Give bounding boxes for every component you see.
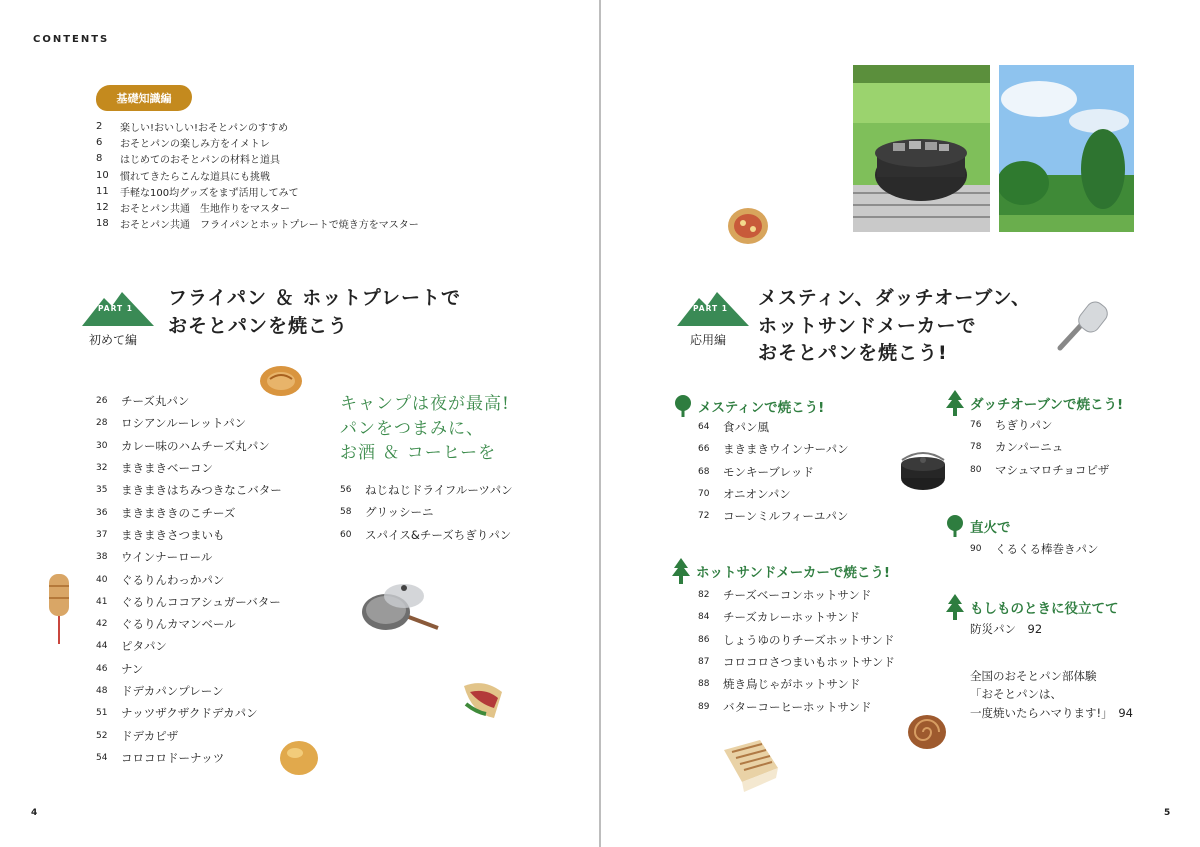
toc-entry-title: 慣れてきたらこんな道具にも挑戦: [120, 171, 270, 183]
cinnamon-roll-photo: [906, 712, 948, 752]
part-subtitle: 初めて編: [89, 333, 138, 347]
toc-page-number: 48: [96, 686, 108, 696]
toc-entry-title: ウインナーロール: [121, 550, 213, 565]
toc-page-number: 86: [698, 634, 710, 645]
toc-entry: [698, 584, 895, 606]
callout-line: お酒 ＆ コーヒーを: [340, 443, 497, 464]
mestin-heading: [674, 394, 824, 418]
toc-page-number: 56: [340, 485, 352, 496]
toc-page-number: 18: [96, 218, 109, 230]
toc-page-number: 35: [96, 485, 108, 496]
toc-entry-title: モンキーブレッド: [723, 464, 814, 479]
dutch-heading-label: ダッチオーブンで焼こう!: [970, 397, 1124, 413]
toc-entry: [340, 501, 513, 523]
toc-entry-title: ぐるりんココアシュガーバター: [121, 594, 281, 609]
toc-entry-title: ドデカピザ: [121, 728, 179, 743]
emergency-entry: 防災パン 92: [970, 622, 1043, 636]
round-tree-icon: [674, 394, 692, 418]
toc-entry: [698, 651, 895, 673]
part-title-line: フライパン ＆ ホットプレートで: [168, 287, 461, 309]
toc-entry: [970, 459, 1109, 481]
toc-page-number: 64: [698, 422, 710, 433]
toc-entry: [96, 501, 282, 523]
roll-bun-photo: [258, 364, 304, 398]
park-sky-photo: [999, 65, 1134, 232]
toc-entry: [96, 412, 282, 434]
club-line: 「おそとパンは、: [970, 687, 1062, 702]
toc-entry: [96, 479, 282, 501]
toc-entry: [96, 680, 282, 702]
toc-entry-title: まきまきウインナーパン: [723, 442, 849, 457]
toc-entry: [96, 702, 282, 724]
toc-entry-title: おそとパンの楽しみ方をイメトレ: [120, 138, 270, 150]
toc-entry-title: ぐるりんカマンベール: [121, 617, 236, 632]
toc-entry: [96, 658, 282, 680]
toc-page-number: 54: [96, 752, 108, 763]
toc-entry: [96, 524, 282, 546]
toc-entry: [970, 414, 1109, 436]
basic-toc-list: [96, 118, 419, 232]
toc-entry: [96, 457, 282, 479]
club-line: 全国のおそとパン部体験: [970, 669, 1097, 683]
page-number-right: 5: [1164, 808, 1171, 818]
toc-entry-title: マシュマロチョコピザ: [995, 462, 1110, 477]
toc-entry: [96, 151, 419, 167]
mestin-toc-list: [698, 416, 849, 527]
toc-entry-title: ドデカパンプレーン: [121, 684, 224, 698]
frying-pan-photo: [360, 580, 442, 636]
page-gutter: [599, 0, 601, 847]
toc-entry-title: バターコーヒーホットサンド: [723, 699, 872, 714]
skewer-bread-photo: [44, 570, 74, 646]
pine-tree-icon: [672, 558, 690, 584]
fire-heading-label: 直火で: [970, 520, 1011, 536]
toc-entry: [698, 629, 895, 651]
toc-entry: [96, 747, 282, 769]
toc-entry-title: ナッツザクザクドデカパン: [121, 706, 258, 721]
toc-entry-title: ロシアンルーレットパン: [121, 416, 247, 431]
toc-entry-title: オニオンパン: [723, 487, 791, 502]
toc-page-number: 26: [96, 396, 108, 407]
toc-page-number: 66: [698, 444, 710, 455]
toc-page-number: 38: [96, 552, 108, 563]
toc-page-number: 52: [96, 730, 108, 741]
hot-sand-maker-photo: [1054, 296, 1112, 354]
callout-line: キャンプは夜が最高!: [340, 394, 510, 414]
toc-page-number: 90: [970, 544, 982, 555]
part-title-line: おそとパンを焼こう!: [758, 342, 948, 365]
toc-page-number: 72: [698, 511, 710, 522]
pine-tree-icon: [946, 594, 964, 620]
toc-entry: [96, 167, 419, 183]
hot-sandwich-photo: [720, 738, 782, 794]
toc-entry-title: まきまきはちみつきなこバター: [121, 483, 282, 498]
part-subtitle: 応用編: [690, 333, 727, 347]
part-title: [168, 285, 461, 340]
toc-entry: [340, 524, 513, 546]
toc-page-number: 6: [96, 136, 103, 148]
toc-page-number: 68: [698, 466, 710, 477]
pine-tree-icon: [946, 390, 964, 416]
toc-entry-title: カレー味のハムチーズ丸パン: [121, 438, 270, 453]
dutch-oven-outdoor-photo: [853, 65, 990, 232]
toc-entry-title: しょうゆのりチーズホットサンド: [723, 632, 895, 647]
toc-page-number: 88: [698, 679, 710, 690]
toc-page-number: 58: [340, 507, 352, 518]
toc-page-number: 51: [96, 708, 108, 719]
fire-heading: [946, 514, 1011, 538]
toc-entry-title: グリッシーニ: [365, 505, 434, 520]
toc-entry: [96, 635, 282, 657]
toc-entry-title: 手軽な100均グッズをまず活用してみて: [120, 187, 299, 199]
toc-entry: [96, 613, 282, 635]
club-entry: [970, 667, 1133, 722]
toc-page-number: 80: [970, 464, 982, 475]
toc-entry-title: コロコロさつまいもホットサンド: [723, 655, 895, 670]
club-line: 一度焼いたらハマります!」 94: [970, 705, 1133, 720]
toc-entry-title: おそとパン共通 生地作りをマスター: [120, 204, 290, 216]
toc-page-number: 30: [96, 440, 108, 451]
toc-page-number: 10: [96, 169, 109, 181]
hotsand-heading: [672, 558, 890, 584]
toc-entry-title: カンパーニュ: [995, 440, 1064, 455]
toc-page-number: 37: [96, 529, 108, 540]
toc-page-number: 46: [96, 663, 108, 674]
basic-knowledge-badge: 基礎知識編: [96, 85, 192, 111]
toc-entry: [96, 568, 282, 590]
toc-page-number: 60: [340, 529, 352, 540]
part-title-line: ホットサンドメーカーで: [758, 314, 977, 337]
toc-page-number: 82: [698, 590, 710, 601]
toc-page-number: 2: [96, 120, 103, 132]
toc-entry: [96, 183, 419, 199]
part-title-line: おそとパンを焼こう: [168, 314, 349, 337]
toc-entry: [340, 479, 513, 501]
toc-entry: [96, 118, 419, 134]
toc-entry: [698, 483, 849, 505]
toc-page-number: 40: [96, 574, 108, 585]
toc-entry-title: コーンミルフィーユパン: [723, 509, 849, 524]
toc-entry: [698, 505, 849, 527]
toc-page-number: 42: [96, 619, 108, 630]
part-title-line: メスティン、ダッチオーブン、: [758, 287, 1031, 309]
donut-photo: [278, 737, 320, 777]
toc-entry: [96, 724, 282, 746]
hotsand-heading-label: ホットサンドメーカーで焼こう!: [696, 565, 891, 581]
beginner-toc-list: [96, 390, 282, 769]
pizza-bread-photo: [726, 206, 770, 246]
night-toc-list: [340, 479, 513, 546]
toc-entry-title: ぐるりんわっかパン: [121, 572, 225, 587]
toc-page-number: 32: [96, 463, 108, 474]
toc-page-number: 89: [698, 701, 710, 712]
toc-entry-title: チーズカレーホットサンド: [723, 610, 860, 625]
toc-entry-title: まきまききのこチーズ: [121, 505, 236, 520]
toc-page-number: 36: [96, 507, 108, 518]
toc-entry: [698, 695, 895, 717]
toc-entry-title: コロコロドーナッツ: [121, 750, 225, 765]
part-label: PART 1: [693, 304, 728, 313]
toc-entry-title: ピタパン: [121, 639, 167, 654]
toc-entry-title: ナン: [121, 661, 144, 676]
toc-entry-title: はじめてのおそとパンの材料と道具: [120, 155, 280, 167]
dutch-heading: [946, 390, 1123, 416]
part-label: PART 1: [98, 304, 133, 313]
toc-page-number: 11: [96, 185, 109, 197]
toc-page-number: 41: [96, 596, 108, 607]
contents-heading: CONTENTS: [33, 34, 110, 45]
toc-entry: [698, 461, 849, 483]
toc-page-number: 44: [96, 641, 108, 652]
toc-entry-title: まきまきベーコン: [121, 461, 213, 476]
toc-page-number: 87: [698, 657, 710, 668]
dutch-toc-list: [970, 414, 1109, 481]
pita-sandwich-photo: [458, 674, 506, 722]
toc-entry-title: おそとパン共通 フライパンとホットプレートで焼き方をマスター: [120, 220, 419, 232]
toc-entry: [96, 199, 419, 215]
toc-entry: [96, 435, 282, 457]
toc-entry: [96, 591, 282, 613]
toc-entry: [96, 390, 282, 412]
toc-page-number: 8: [96, 153, 103, 165]
toc-entry-title: チーズベーコンホットサンド: [723, 588, 872, 603]
toc-entry-title: スパイス&チーズちぎりパン: [365, 527, 512, 542]
toc-entry: [96, 216, 419, 232]
toc-entry: [970, 538, 1099, 560]
page-number-left: 4: [31, 808, 38, 818]
toc-page-number: 12: [96, 202, 109, 214]
dutch-oven-photo: [898, 444, 948, 492]
toc-entry: [96, 134, 419, 150]
part-title: [758, 285, 1031, 368]
toc-entry-title: ちぎりパン: [995, 418, 1053, 433]
toc-page-number: 28: [96, 418, 108, 429]
toc-entry: [970, 436, 1109, 458]
toc-entry-title: ねじねじドライフルーツパン: [365, 483, 513, 498]
toc-entry: [698, 416, 849, 438]
callout-line: パンをつまみに、: [340, 418, 484, 439]
toc-page-number: 76: [970, 420, 982, 431]
toc-entry: [698, 673, 895, 695]
toc-entry: [96, 546, 282, 568]
toc-entry-title: まきまきさつまいも: [121, 527, 225, 542]
mestin-heading-label: メスティンで焼こう!: [698, 400, 825, 416]
toc-page-number: 78: [970, 442, 982, 453]
round-tree-icon: [946, 514, 964, 538]
toc-entry: [698, 606, 895, 628]
emergency-heading-label: もしものときに役立てて: [970, 601, 1119, 617]
toc-entry-title: くるくる棒巻きパン: [995, 542, 1099, 557]
toc-page-number: 84: [698, 612, 710, 623]
night-callout: [340, 392, 510, 466]
hotsand-toc-list: [698, 584, 895, 718]
fire-toc-list: [970, 538, 1099, 560]
toc-entry-title: 食パン風: [723, 420, 769, 435]
toc-entry-title: チーズ丸パン: [121, 394, 190, 409]
toc-entry-title: 焼き鳥じゃがホットサンド: [723, 677, 861, 692]
toc-entry-title: 楽しい!おいしい!おそとパンのすすめ: [120, 122, 289, 134]
toc-entry: [698, 438, 849, 460]
emergency-heading: [946, 594, 1119, 620]
toc-page-number: 70: [698, 489, 710, 500]
